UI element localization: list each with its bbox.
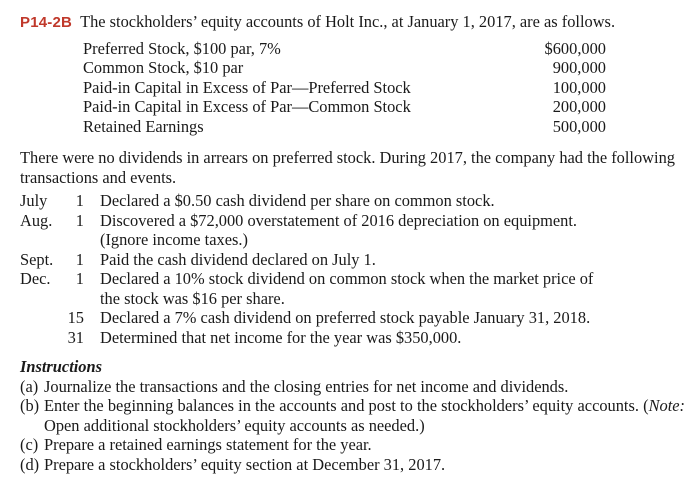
transaction-line: Paid the cash dividend declared on July 1.	[100, 249, 376, 269]
account-row	[83, 97, 606, 117]
transaction-row	[20, 211, 685, 250]
transaction-text	[100, 191, 685, 211]
transaction-line: Determined that net income for the year was $350,000.	[100, 327, 462, 347]
instruction-text	[44, 396, 685, 435]
transaction-day: 1	[75, 191, 84, 210]
problem-page	[20, 12, 685, 474]
instructions-heading: Instructions	[20, 357, 102, 376]
account-name: Common Stock, $10 par	[83, 58, 244, 77]
transaction-line: the stock was $16 per share.	[100, 288, 285, 308]
transaction-date	[20, 308, 100, 328]
instruction-text: Prepare a stockholders’ equity section at December 31, 2017.	[44, 454, 446, 474]
problem-heading: The stockholders’ equity accounts of Holt Inc., at January 1, 2017, are as follows.	[80, 12, 616, 31]
transaction-row	[20, 269, 685, 308]
account-name: Retained Earnings	[83, 116, 204, 136]
transaction-day: 31	[67, 327, 84, 347]
transaction-line: (Ignore income taxes.)	[100, 230, 248, 249]
account-row	[83, 39, 606, 59]
transaction-date	[20, 269, 100, 308]
transaction-line: Declared a $0.50 cash dividend per share on common stock.	[100, 191, 495, 210]
transaction-day: 1	[75, 210, 84, 230]
transaction-text	[100, 211, 685, 250]
transaction-date	[20, 250, 100, 270]
transaction-row	[20, 328, 685, 348]
account-name: Preferred Stock, $100 par, 7%	[83, 38, 281, 58]
transactions-list	[20, 191, 685, 347]
account-row	[83, 117, 606, 137]
transaction-line: Discovered a $72,000 overstatement of 2016 depreciation on equipment.	[100, 210, 578, 230]
account-amount: 500,000	[552, 116, 606, 136]
problem-id: P14-2B	[20, 14, 73, 31]
instruction-text: Prepare a retained earnings statement for the year.	[44, 435, 372, 454]
transaction-line: Declared a 7% cash dividend on preferred stock payable January 31, 2018.	[100, 308, 591, 327]
account-row	[83, 58, 606, 78]
transaction-month	[20, 308, 60, 328]
instruction-text-before: Enter the beginning balances in the accounts and post to the stockholders’ equity accounts. (	[44, 396, 649, 415]
transaction-date	[20, 191, 100, 211]
note-label: Note:	[648, 396, 685, 415]
instruction-letter: (c)	[20, 435, 39, 454]
transaction-month: Dec.	[20, 269, 51, 288]
instruction-item	[20, 377, 685, 397]
account-amount: $600,000	[544, 38, 606, 58]
instruction-text-after: Open additional stockholders’ equity accounts as needed.)	[44, 415, 425, 435]
account-name: Paid-in Capital in Excess of Par—Common Stock	[83, 97, 411, 116]
account-amount: 100,000	[552, 77, 606, 97]
transaction-month: Aug.	[20, 210, 53, 230]
account-name: Paid-in Capital in Excess of Par—Preferred Stock	[83, 77, 411, 97]
transaction-text	[100, 328, 685, 348]
instruction-item	[20, 435, 685, 455]
account-amount: 200,000	[552, 97, 606, 116]
accounts-list	[83, 39, 606, 137]
transaction-month: Sept.	[20, 249, 54, 269]
transaction-text	[100, 250, 685, 270]
transaction-date	[20, 328, 100, 348]
transaction-line: Declared a 10% stock dividend on common stock when the market price of	[100, 269, 594, 288]
account-row	[83, 78, 606, 98]
transaction-day: 15	[67, 308, 84, 327]
problem-header	[20, 12, 685, 33]
transaction-text	[100, 269, 685, 308]
instruction-letter: (b)	[20, 396, 40, 415]
account-amount: 900,000	[552, 58, 606, 77]
instruction-text: Journalize the transactions and the closing entries for net income and dividends.	[44, 376, 569, 396]
transaction-row	[20, 250, 685, 270]
instruction-item	[20, 455, 685, 475]
transaction-day: 1	[75, 269, 84, 288]
transaction-month	[20, 328, 60, 348]
transaction-day: 1	[75, 249, 84, 269]
transaction-month: July	[20, 191, 48, 210]
instruction-item	[20, 396, 685, 435]
instruction-letter: (a)	[20, 376, 39, 396]
transaction-row	[20, 191, 685, 211]
intro-paragraph: There were no dividends in arrears on preferred stock. During 2017, the company had the following transactions and events.	[20, 148, 675, 187]
transaction-text	[100, 308, 685, 328]
transaction-row	[20, 308, 685, 328]
instruction-letter: (d)	[20, 454, 40, 474]
transaction-date	[20, 211, 100, 250]
